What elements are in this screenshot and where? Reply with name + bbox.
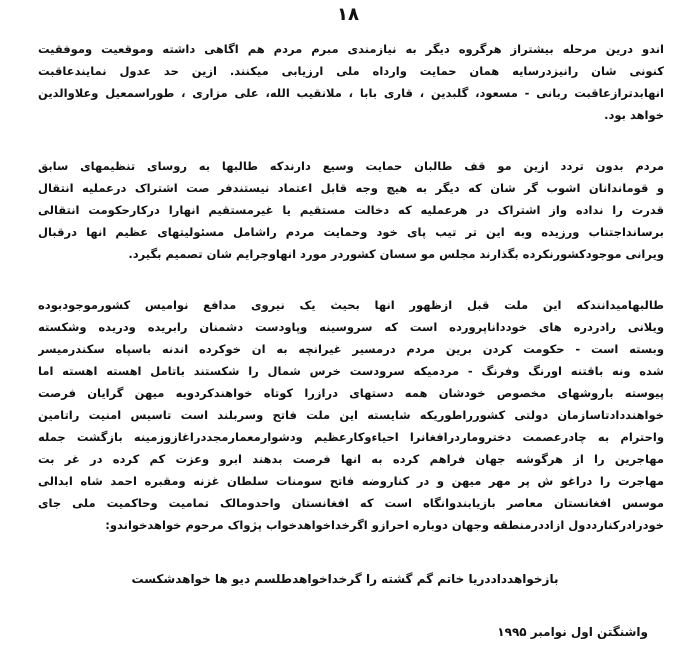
text-line: قدرت را نداده واز اشتراک در هرعملیه که دخالت مستقیم یا غیرمستقیم انهارا درکارحکومت انتقالی — [38, 203, 664, 217]
text-line: مردم بدون تردد ازین مو قف طالبان حمایت وسیع دارندکه طالبها به روسای تنظیمهای سابق — [38, 159, 664, 173]
text-line: مهاجرت را دراغو ش پر مهر میهن و در کناروضه فاتح سومنات سلطان غزنه ومقبره احمد شاه ابدالی — [38, 474, 664, 488]
paragraph-3 — [38, 294, 664, 536]
paragraph-1 — [38, 38, 664, 126]
text-line: پیوسته باروشهای مخصوص خودشان همه دستهای درازرا کوتاه خواهندکردوبه میهن گرایان فرصت — [38, 386, 664, 400]
text-line: خواهنددادتاسازمان دولتی کشورراطوریکه شایسته این ملت فاتح وسربلند است تاسیس امنیت راتامین — [38, 408, 664, 422]
text-line: ویلانی رادردره های خودداناپرورده است که سروسینه وپاودست دشمنان رابریده ودریده وشکسته — [38, 320, 664, 334]
text-line: موسس افغانستان معاصر بازیابندوانگاه است که افغانستان واحدومالک تمامیت وحاکمیت ملی جای — [38, 496, 664, 510]
text-line: وبسته است - حکومت کردن برین مردم درمسیر غیرانچه به ان خوکرده اندنه باسپاه سکندرمیسر — [38, 342, 664, 356]
text-line: برسانداجتناب ورزیده وبه این تر تیب پای خود وحمایت مردم راشامل مسئولیتهای عظیم انها درقبال — [38, 225, 664, 239]
text-line: شده ونه باقتنه اورنگ وفرنگ - مردمیکه سرودست خرس شمال را شکستند باتامل اهسته اهسته اما — [38, 364, 664, 378]
text-line: طالبهامیدانندکه این ملت قبل ازظهور انها بحیث یک نیروی مدافع نوامیس کشورموجودبوده — [38, 298, 664, 312]
text-line: انهابدترازعاقبت ربانی - مسعود، گلبدین ، قاری بابا ، ملانقیب الله، علی مزاری ، طوراسمعیل وعلاوالدین — [38, 86, 664, 100]
text-line: خواهد بود. — [604, 108, 664, 122]
poem-verse: بازخواهدداددریا خاتم گم گشته را گرخداخواهدطلسم دیو ها خواهدشکست — [131, 572, 559, 586]
text-line: خودرادرکنارددول ازاددرمنطقه وجهان دوباره احرازو اگرخداخواهدخواب پژواک مرحوم خواهدخواندو: — [105, 518, 664, 532]
text-line: ویرانی موجودکشورنکرده بگذارند مجلس مو سسان کشوردر مورد انهاوجرایم شان تصمیم بگیرد. — [128, 247, 664, 261]
paragraph-2 — [38, 155, 664, 265]
page-number: ۱۸ — [337, 4, 359, 25]
text-line: کنونی شان رانیزدرسایه همان حمایت وارداه ملی ارزیابی میکنند. ازین حد عدول نمایندعاقبت — [38, 64, 664, 78]
place-date-signoff: واشنگتن اول نوامبر ۱۹۹۵ — [497, 625, 648, 639]
text-line: مهاجرین را از هرگوشه جهان فراهم کرده به انها فرصت بدهند ابرو وعزت کم کرده در غر بت — [38, 452, 664, 466]
text-line: و قوماندانان اشوب گر شان که دیگر به هیچ وجه قابل اعتماد نیستندفر صت اشتراک درعملیه انتقال — [38, 181, 664, 195]
text-line: اندو درین مرحله بیشتراز هرگروه دیگر به نیازمندی مبرم مردم هم اگاهی داشته وموقعیت وموفقیت — [38, 42, 664, 56]
text-line: واحترام به چادرعصمت دختروماردرافغانرا احیاءوکارعظیم ودشوارمعمارمجددراغازوزمینه بازگشت جمله — [38, 430, 664, 444]
